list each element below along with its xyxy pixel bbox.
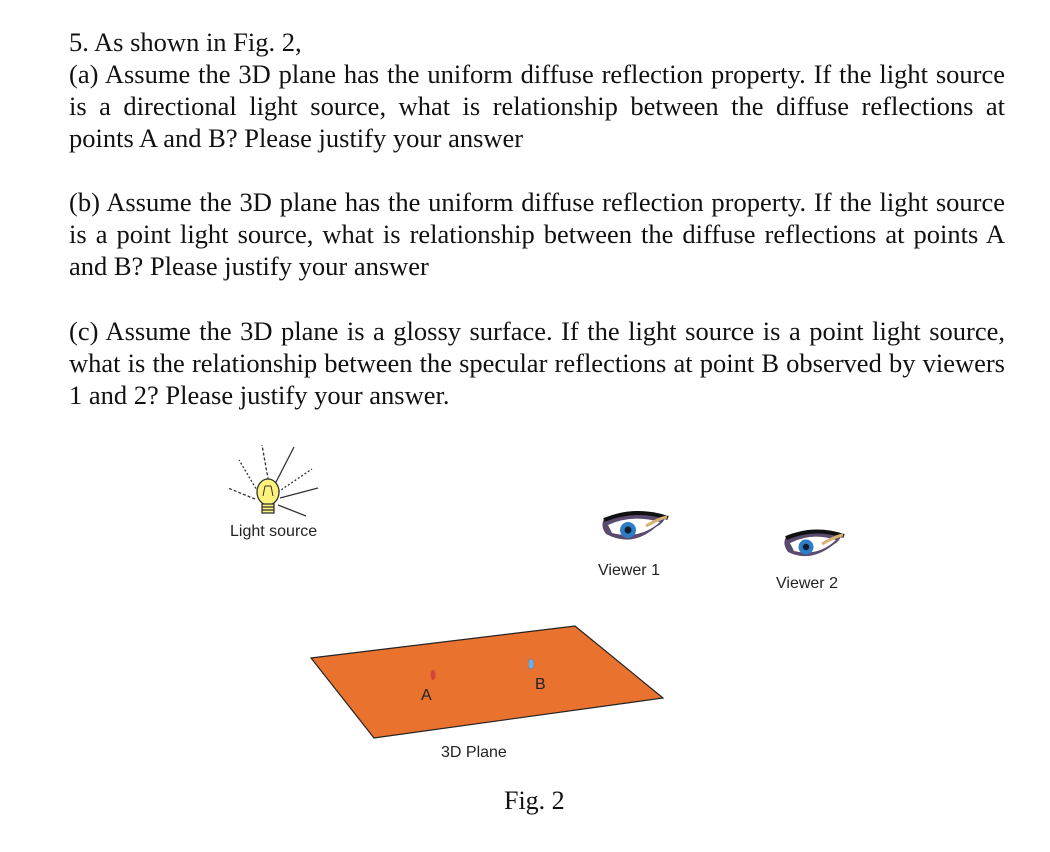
- eye-icon-viewer-2: [784, 530, 844, 557]
- viewer-1-label: Viewer 1: [598, 562, 660, 579]
- point-a-label: A: [421, 687, 432, 704]
- question-header: 5. As shown in Fig. 2,: [69, 27, 302, 57]
- viewer-2-label: Viewer 2: [776, 575, 838, 592]
- point-a-marker: [431, 670, 436, 680]
- question-part-a: (a) Assume the 3D plane has the uniform diffuse reflection property. If the light source is a directional light source, what is relationship between the diffuse reflections at points A and B? Please justify your answer: [69, 59, 1005, 153]
- 3d-plane: [311, 626, 663, 738]
- question-part-c: (c) Assume the 3D plane is a glossy surface. If the light source is a point light source, what is the relationship between the specular reflections at point B observed by viewers 1 and 2? Please justify your answer.: [69, 316, 1005, 410]
- light-source-label: Light source: [230, 523, 318, 540]
- point-b-label: B: [535, 676, 546, 693]
- light-bulb-icon: [228, 445, 318, 516]
- question-part-b: (b) Assume the 3D plane has the uniform diffuse reflection property. If the light source is a point light source, what is relationship between the diffuse reflections at points A and B? Please justify your answer: [69, 187, 1005, 281]
- point-b-marker: [528, 659, 534, 669]
- eye-icon-viewer-1: [602, 511, 668, 539]
- figure-caption: Fig. 2: [504, 786, 565, 815]
- plane-label: 3D Plane: [441, 744, 507, 761]
